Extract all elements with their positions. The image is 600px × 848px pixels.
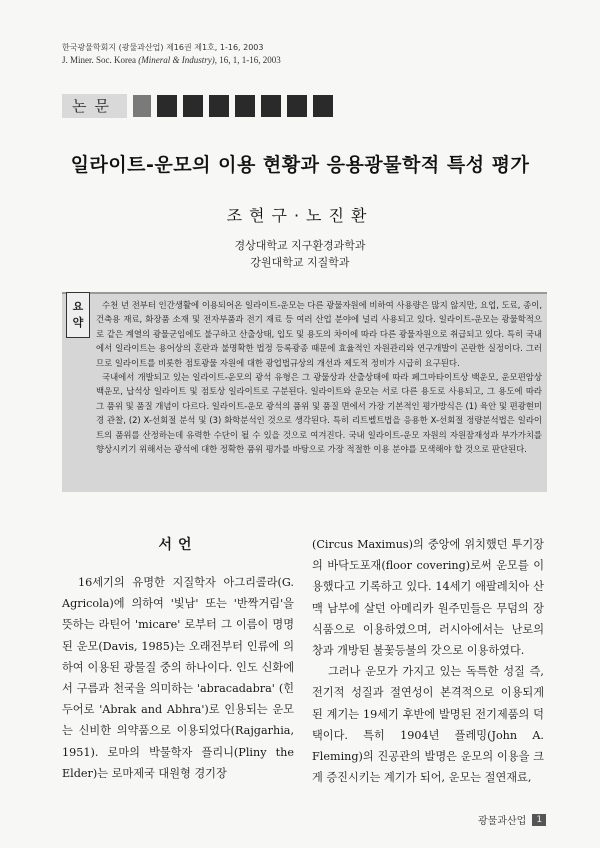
body-paragraph: 그러나 운모가 가지고 있는 독특한 성질 즉, 전기적 성질과 절연성이 본격적으로 이용되게 된 계기는 19세기 후반에 발명된 전기제품의 덕택이다. 특히 1904년 플레밍(John A. Fleming)의 진공관의 발명은 운모의 이용을 크게 증진시키는 계기가 되어, 운모는 절연재료, — [312, 665, 544, 785]
affiliation-2: 강원대학교 지질학과 — [250, 256, 350, 269]
journal-citation-kr: 한국광물학회지 (광물과산업) 제16권 제1호, 1-16, 2003 — [62, 43, 264, 52]
body-column-right — [312, 534, 544, 788]
decorative-block — [235, 95, 255, 117]
article-title: 일라이트-운모의 이용 현황과 응용광물학적 특성 평가 — [70, 154, 530, 176]
footer-journal-name: 광물과산업 — [478, 816, 527, 827]
decorative-block — [287, 95, 307, 117]
affiliation-1: 경상대학교 지구환경과학과 — [234, 239, 366, 252]
decorative-block — [261, 95, 281, 117]
decorative-block — [133, 95, 151, 117]
journal-citation-en: J. Miner. Soc. Korea (Mineral & Industry), 16, 1, 1-16, 2003 — [62, 55, 281, 65]
section-heading-introduction: 서언 — [158, 537, 198, 553]
journal-header — [62, 41, 281, 67]
page-footer — [478, 812, 546, 827]
abstract-paragraph-1: 수천 년 전부터 인간생활에 이용되어온 일라이트-운모는 다른 광물자원에 비하여 사용량은 많지 않지만, 요업, 도료, 종이, 건축용 재료, 화장품 소재 및 전자부품과 전기 재료 등 여러 산업 분야에 널리 사용되고 있다. 일라이트-운모는 광물학적으로 같은 계열의 광물군임에도 불구하고 산출상태, 입도 및 용도의 차이에 따라 다른 광물자원으로 취급되고 있다. 특히 국내에서 일라이트는 용어상의 혼란과 불명확한 법정 등록광종 때문에 효율적인 자원관리와 연구개발이 곤란한 실정이다. 그러므로 일라이트를 비롯한 점토광물 자원에 대한 광업법규상의 개선과 제도적 정비가 시급히 요구된다. — [96, 300, 542, 368]
authors: 조현구·노진환 — [226, 206, 374, 225]
article-type-label: 논문 — [62, 94, 127, 118]
abstract-text — [96, 298, 542, 456]
abstract-paragraph-2: 국내에서 개발되고 있는 일라이트-운모의 광석 유형은 그 광물상과 산출상태에 따라 페그마타이트상 백운모, 운모편암상 백운모, 납석상 일라이트 및 점토상 일라이트로 구분된다. 일라이트와 운모는 서로 다른 용도로 사용되고, 그 용도에 따라 그 품위 및 품질 개념이 다르다. 일라이트-운모 광석의 품위 및 품질 면에서 가장 기본적인 평가방식은 (1) 육안 및 편광현미경 관찰, (2) X-선회절 분석 및 (3) 화학분석인 것으로 생각된다. 특히 리트벨트법을 응용한 X-선회절 정량분석법은 일라이트의 품위를 산정하는데 유력한 수단이 될 수 있을 것으로 여겨진다. 국내 일라이트-운모 자원의 자원잠재성과 부가가치를 향상시키기 위해서는 광석에 대한 정확한 품위 평가를 바탕으로 가장 적절한 이용 분야를 모색해야 할 것으로 판단된다. — [96, 372, 542, 455]
body-paragraph: (Circus Maximus)의 중앙에 위치했던 투기장의 바닥도포재(floor covering)로써 운모를 이용했다고 기록하고 있다. 14세기 애팔레치아 산맥 남부에 살던 아메리카 원주민들은 무덤의 장식품으로 이용하였으며, 러시아에서는 난로의 창과 개방된 불꽃등불의 갓으로 이용하였다. — [312, 538, 544, 658]
decorative-block — [157, 95, 177, 117]
article-type-banner — [62, 94, 339, 118]
decorative-block — [209, 95, 229, 117]
decorative-blocks — [133, 95, 339, 117]
body-column-left — [62, 572, 294, 784]
decorative-block — [313, 95, 333, 117]
body-paragraph: 16세기의 유명한 지질학자 아그리콜라(G. Agricola)에 의하여 '빛남' 또는 '반짝거림'을 뜻하는 라틴어 'micare' 로부터 그 이름이 명명된 운모(Davis, 1985)는 오래전부터 인류에 의하여 이용된 광물질 중의 하나이다. 인도 신화에서 구름과 천국을 의미하는 'abracadabra' (힌두어로 'Abrak and Abhra')로 인용되는 운모는 신비한 의약품으로 이용되었다(Rajgarhia, 1951). 로마의 박물학자 플리니(Pliny the Elder)는 로마제국 대원형 경기장 — [62, 576, 294, 780]
abstract-label: 요 약 — [66, 292, 90, 338]
decorative-block — [183, 95, 203, 117]
page-number: 1 — [532, 814, 546, 826]
